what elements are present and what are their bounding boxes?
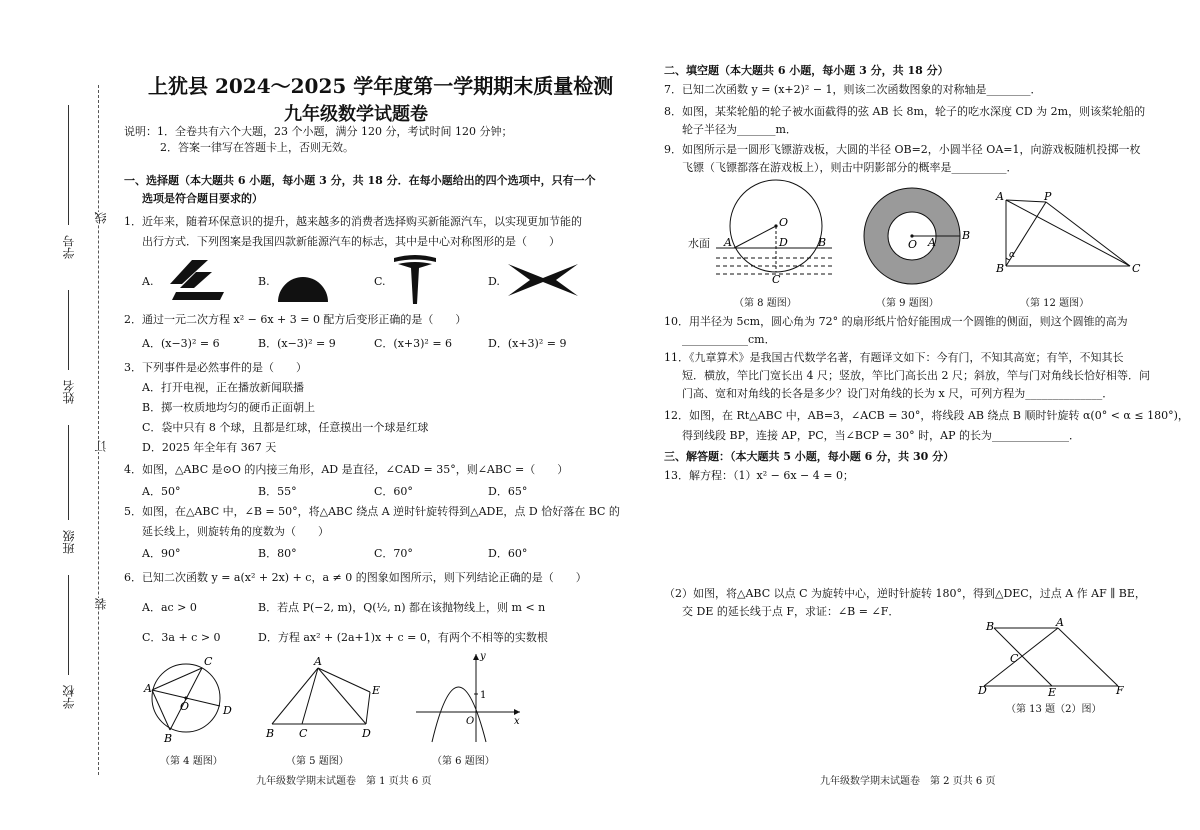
school-blank <box>68 575 69 675</box>
class-blank <box>68 425 69 520</box>
q9-line1: 9．如图所示是一圆形飞镖游戏板，大圆的半径 OB=2，小圆半径 OA=1，向游戏板随机投掷一枚 <box>664 143 1141 156</box>
q6-option-d: D．方程 ax² + (2a+1)x + c = 0，有两个不相等的实数根 <box>258 631 548 644</box>
caption-fig4: （第 4 题图） <box>160 756 223 767</box>
q8-line1: 8．如图，某桨轮船的轮子被水面截得的弦 AB 长 8m，轮子的吃水深度 CD 为 2m，则该桨轮船的 <box>664 105 1146 118</box>
section-2-heading: 二、填空题（本大题共 6 小题，每小题 3 分，共 18 分） <box>664 64 949 77</box>
q5-line2: 延长线上，则旋转角的度数为（ ） <box>142 525 329 538</box>
logo-b-icon <box>276 256 330 304</box>
caption-fig5: （第 5 题图） <box>286 756 349 767</box>
q7: 7．已知二次函数 y = (x+2)² − 1，则该二次函数图象的对称轴是________． <box>664 83 1042 96</box>
figure-8 <box>716 176 836 294</box>
line-mark: 线 <box>94 212 108 224</box>
caption-fig8: （第 8 题图） <box>734 298 797 309</box>
fig8-label-o: O <box>779 216 789 229</box>
q11-line1: 11．《九章算术》是我国古代数学名著，有题译文如下：今有门，不知其高宽；有竿，不知其长 <box>664 351 1124 364</box>
seal-mark: 装 <box>94 598 108 610</box>
class-label: 班级 <box>62 530 76 554</box>
q4-option-d: D．65° <box>488 485 528 498</box>
figure-5 <box>262 654 392 744</box>
caption-fig12: （第 12 题图） <box>1020 298 1090 309</box>
q6-option-a: A．ac > 0 <box>142 601 197 614</box>
fig4-label-a: A <box>144 682 152 695</box>
q12-line2: 得到线段 BP，连接 AP，PC，当∠BCP = 30° 时，AP 的长为______________． <box>682 429 1081 442</box>
q11-line2: 短．横放，竿比门宽长出 4 尺；竖放，竿比门高长出 2 尺；斜放，竿与门对角线长恰好相等．问 <box>682 369 1150 382</box>
number-blank <box>68 105 69 225</box>
q4-option-a: A．50° <box>142 485 181 498</box>
caption-fig6: （第 6 题图） <box>432 756 495 767</box>
section-1-heading: 一、选择题（本大题共 6 小题，每小题 3 分，共 18 分．在每小题给出的四个选项中，只有一个 <box>124 174 596 187</box>
fig12-label-c: C <box>1132 262 1141 275</box>
q1-option-d: D. <box>488 275 500 288</box>
fig5-label-e: E <box>372 684 381 697</box>
q9-line2: 飞镖（飞镖都落在游戏板上），则击中阴影部分的概率是__________． <box>682 161 1018 174</box>
q1-option-b: B. <box>258 275 270 288</box>
q2-option-c: C．(x+3)² = 6 <box>374 337 453 350</box>
fig6-label-o: O <box>466 716 475 727</box>
fig9-label-o: O <box>908 238 918 251</box>
q4-option-b: B．55° <box>258 485 297 498</box>
fig9-label-b: B <box>962 229 971 242</box>
figure-13 <box>976 616 1126 700</box>
fig5-label-c: C <box>299 727 308 740</box>
q3-option-a: A．打开电视，正在播放新闻联播 <box>142 381 304 394</box>
figure-4 <box>140 652 240 744</box>
school-label: 学校 <box>62 685 76 709</box>
fig5-label-a: A <box>314 655 322 668</box>
name-blank <box>68 290 69 370</box>
fig4-label-d: D <box>223 704 232 717</box>
fig12-label-a: A <box>996 190 1004 203</box>
caption-fig13: （第 13 题（2）图） <box>1006 704 1102 715</box>
fig4-label-o: O <box>180 700 190 713</box>
fig12-label-p: P <box>1044 190 1052 203</box>
q10-line2: ____________cm． <box>682 333 776 346</box>
q2-stem: 2．通过一元二次方程 x² − 6x + 3 = 0 配方后变形正确的是（ ） <box>124 313 467 326</box>
name-label: 姓名 <box>62 380 76 404</box>
fig13-label-d: D <box>978 684 987 697</box>
footer-right: 九年级数学期末试题卷 第 2 页共 6 页 <box>820 776 996 787</box>
q5-option-b: B．80° <box>258 547 297 560</box>
note-1: 说明：1．全卷共有六个大题，23 个小题，满分 120 分，考试时间 120 分钟； <box>124 125 513 138</box>
fig4-label-b: B <box>164 732 173 744</box>
fig6-label-one: 1 <box>480 690 487 701</box>
q11-line3: 门高、宽和对角线的长各是多少？设门对角线的长为 x 尺，可列方程为______________． <box>682 387 1114 400</box>
q1-line1: 1．近年来，随着环保意识的提升，越来越多的消费者选择购买新能源汽车，以实现更加节能的 <box>124 215 582 228</box>
q12-line1: 12．如图，在 Rt△ABC 中，AB=3，∠ACB = 30°，将线段 AB 绕点 B 顺时针旋转 α(0° < α ≤ 180°)， <box>664 409 1189 422</box>
q6-stem: 6．已知二次函数 y = a(x² + 2x) + c，a ≠ 0 的图象如图所示，则下列结论正确的是（ ） <box>124 571 587 584</box>
q3-option-b: B．掷一枚质地均匀的硬币正面朝上 <box>142 401 316 414</box>
q5-option-a: A．90° <box>142 547 181 560</box>
q1-option-a: A. <box>142 275 154 288</box>
fig4-label-c: C <box>204 655 213 668</box>
q3-option-d: D．2025 年全年有 367 天 <box>142 441 277 454</box>
q2-option-d: D．(x+3)² = 9 <box>488 337 567 350</box>
fig13-label-a: A <box>1056 616 1064 629</box>
q2-option-b: B．(x−3)² = 9 <box>258 337 336 350</box>
section-3-heading: 三、解答题：（本大题共 5 小题，每小题 6 分，共 30 分） <box>664 450 955 463</box>
fig13-label-b: B <box>986 620 995 633</box>
section-1-heading-cont: 选项是符合题目要求的） <box>142 192 263 205</box>
fig12-label-b: B <box>996 262 1005 275</box>
fig9-label-a: A <box>928 236 936 249</box>
fig8-label-b: B <box>818 236 827 249</box>
fig13-label-e: E <box>1048 686 1057 699</box>
q6-option-b: B．若点 P(−2, m)，Q(½, n) 都在该抛物线上，则 m < n <box>258 601 546 614</box>
fig5-label-b: B <box>266 727 275 740</box>
q13-part1: 13．解方程：（1）x² − 6x − 4 = 0； <box>664 469 854 482</box>
q10-line1: 10．用半径为 5cm，圆心角为 72° 的扇形纸片恰好能围成一个圆锥的侧面，则这个圆锥的高为 <box>664 315 1128 328</box>
number-label: 学号 <box>62 235 76 259</box>
q3-stem: 3．下列事件是必然事件的是（ ） <box>124 361 307 374</box>
q3-option-c: C．袋中只有 8 个球，且都是红球，任意摸出一个球是红球 <box>142 421 429 434</box>
q5-option-c: C．70° <box>374 547 413 560</box>
fig8-water-label: 水面 <box>688 237 710 250</box>
fig13-label-c: C <box>1010 652 1019 665</box>
fig6-label-y: y <box>480 651 486 662</box>
q2-option-a: A．(x−3)² = 6 <box>142 337 220 350</box>
fig12-label-alpha: α <box>1009 250 1016 260</box>
logo-a-icon <box>168 258 228 302</box>
exam-title: 上犹县 2024～2025 学年度第一学期期末质量检测 <box>148 74 614 98</box>
fig5-label-d: D <box>362 727 371 740</box>
q13-part2-line1: （2）如图，将△ABC 以点 C 为旋转中心，逆时针旋转 180°，得到△DEC，过点 A 作 AF ∥ BE， <box>664 587 1146 600</box>
exam-subtitle: 九年级数学试题卷 <box>284 104 428 125</box>
figure-9 <box>858 184 978 288</box>
q1-line2: 出行方式．下列图案是我国四款新能源汽车的标志，其中是中心对称图形的是（ ） <box>142 235 560 248</box>
q4-option-c: C．60° <box>374 485 413 498</box>
figure-12 <box>994 190 1144 286</box>
logo-d-icon <box>506 262 580 298</box>
logo-c-icon <box>392 254 438 306</box>
note-2: 2．答案一律写在答题卡上，否则无效。 <box>160 141 354 154</box>
q8-line2: 轮子半径为_______m． <box>682 123 797 136</box>
fig8-label-c: C <box>772 273 781 286</box>
footer-left: 九年级数学期末试题卷 第 1 页共 6 页 <box>256 776 432 787</box>
fold-mark: 订 <box>94 440 108 452</box>
fig8-label-d: D <box>779 236 788 249</box>
q1-option-c: C. <box>374 275 386 288</box>
caption-fig9: （第 9 题图） <box>876 298 939 309</box>
q6-option-c: C．3a + c > 0 <box>142 631 221 644</box>
fig8-label-a: A <box>724 236 732 249</box>
q13-part2-line2: 交 DE 的延长线于点 F，求证：∠B = ∠F． <box>682 605 900 618</box>
q5-line1: 5．如图，在△ABC 中，∠B = 50°，将△ABC 绕点 A 逆时针旋转得到△ADE，点 D 恰好落在 BC 的 <box>124 505 620 518</box>
figure-6 <box>410 650 530 746</box>
binding-line <box>98 85 100 775</box>
fig13-label-f: F <box>1116 684 1124 697</box>
fig6-label-x: x <box>514 716 520 727</box>
q4-stem: 4．如图，△ABC 是⊙O 的内接三角形，AD 是直径，∠CAD = 35°，则∠ABC =（ ） <box>124 463 569 476</box>
q5-option-d: D．60° <box>488 547 528 560</box>
